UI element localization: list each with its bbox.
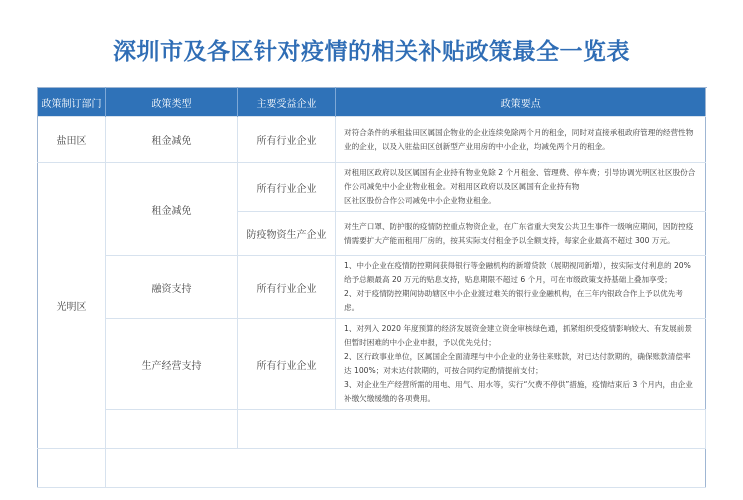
cell-points [336, 163, 706, 212]
points-line: 3、对企业生产经营所需的用电、用气、用水等，实行“欠费不停供”措施，疫情结束后 3 个月内，由企业补缴欠缴缓缴的各项费用。 [344, 380, 693, 403]
table-row [38, 117, 706, 163]
cell-type: 租金减免 [106, 163, 238, 256]
points-line: 对符合条件的承租盐田区属国企物业的企业连续免除两个月的租金，同时对直接承租政府管理的经营性物业的企业，以及入驻盐田区创新型产业用房的中小企业，均减免两个月的租金。 [344, 127, 694, 151]
table-row [38, 256, 706, 319]
header-beneficiary: 主要受益企业 [238, 88, 336, 117]
points-line: 1、中小企业在疫情防控期间获得银行等金融机构的新增贷款（展期视同新增），按实际支付利息的 20% 给予总额最高 20 万元的贴息支持，贴息期限不超过 6 个月，可在市级政策支持基础上叠加享受； [344, 261, 691, 284]
cell-empty [238, 410, 706, 449]
table-row [38, 163, 706, 212]
cell-points [336, 319, 706, 410]
cell-type: 生产经营支持 [106, 319, 238, 410]
cell-beneficiary: 所有行业企业 [238, 256, 336, 319]
cell-points [336, 256, 706, 319]
cell-beneficiary: 所有行业企业 [238, 117, 336, 163]
cell-empty [38, 449, 106, 488]
cell-empty [106, 449, 706, 488]
policy-table [37, 87, 706, 488]
empty-row [38, 410, 706, 449]
cell-beneficiary: 所有行业企业 [238, 163, 336, 212]
cell-type: 融资支持 [106, 256, 238, 319]
header-type: 政策类型 [106, 88, 238, 117]
points-line: 2、区行政事业单位，区属国企全面清理与中小企业的业务往来账款，对已达付款期的，确保账款清偿率达 100%；对未达付款期的，可按合同约定酌情提前支付； [344, 352, 691, 375]
cell-dept: 光明区 [38, 163, 106, 449]
cell-type: 租金减免 [106, 117, 238, 163]
points-line: 对租用区政府以及区属国有企业持有物业免除 2 个月租金、管理费、停车费；引导协调光明区社区股份合作公司减免中小企业物业租金。对租用区政府以及区属国有企业持有物 [344, 168, 696, 191]
points-line: 区社区股份合作公司减免中小企业物业租金。 [344, 196, 496, 205]
points-line: 对生产口罩、防护服的疫情防控重点物资企业，在广东省重大突发公共卫生事件一级响应期间，因防控疫情需要扩大产能而租用厂房的，按其实际支付租金予以全额支持，每家企业最高不超过 300 万元。 [344, 221, 694, 245]
cell-points [336, 117, 706, 163]
table-header-row [38, 88, 706, 117]
cell-beneficiary: 防疫物资生产企业 [238, 212, 336, 256]
points-line: 1、对列入 2020 年度预算的经济发展资金建立资金审核绿色通，抓紧组织受疫情影响较大、有发展前景但暂时困难的中小企业申报，予以优先兑付； [344, 324, 692, 347]
table-row [38, 319, 706, 410]
header-points: 政策要点 [336, 88, 706, 117]
cell-dept: 盐田区 [38, 117, 106, 163]
page-title: 深圳市及各区针对疫情的相关补贴政策最全一览表 [113, 39, 630, 65]
points-line: 2、对于疫情防控期间协助辖区中小企业渡过难关的银行业金融机构，在三年内银政合作上予以优先考虑。 [344, 289, 683, 312]
header-dept: 政策制订部门 [38, 88, 106, 117]
empty-row [38, 449, 706, 488]
cell-points [336, 212, 706, 256]
cell-beneficiary: 所有行业企业 [238, 319, 336, 410]
cell-empty [106, 410, 238, 449]
